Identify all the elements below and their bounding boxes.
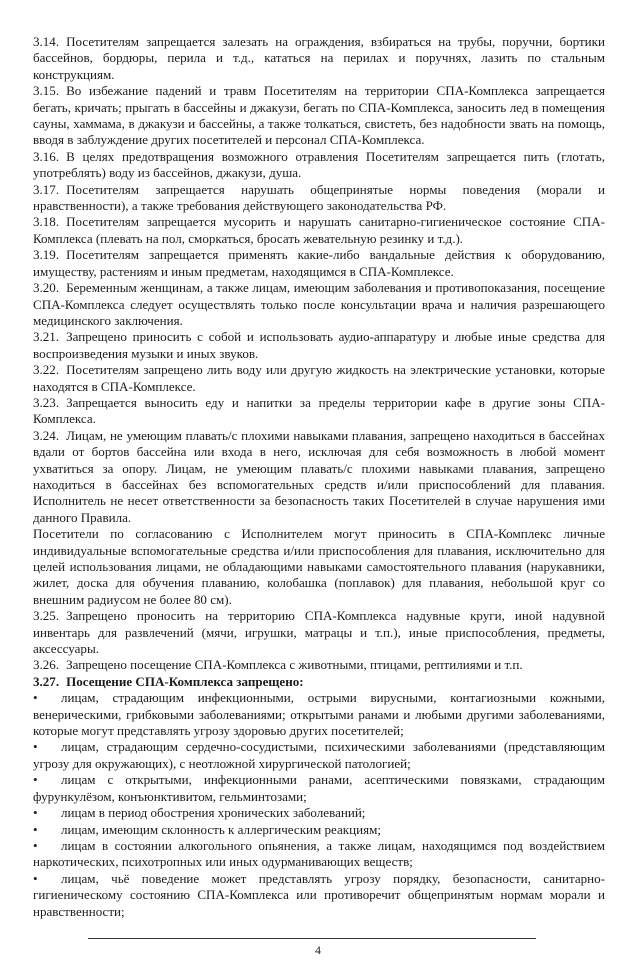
bullet-icon: • [33, 837, 38, 853]
rule-text: Лицам, не умеющим плавать/с плохими навыками плавания, запрещено находиться в бассейнах вдали от бортов бассейна или входа в него, исключая для себя возможность в любой момент ухватиться за опору. Лицам, не умеющим плавать/с плохими навыками плавания, запрещено находиться в бассейнах без вспомогательных средств и/или приспособлений для плавания. Исполнитель не несет ответственности за безопасность таких Посетителей в случае нарушения ими данного Правила. [33, 427, 605, 525]
rule-3-19 [33, 247, 605, 280]
list-item [33, 772, 605, 805]
footer-divider [88, 938, 536, 939]
rule-number: 3.15. [33, 83, 60, 99]
rule-3-24-continuation [33, 526, 605, 608]
rule-text: Посетителям запрещается залезать на ограждения, взбираться на трубы, поручни, бортики бассейнов, бордюры, перила и т.д., кататься на перилах и поручнях, лазить по стальным конструкциям. [33, 34, 605, 82]
list-item-text: лицам, страдающим инфекционными, острыми вирусными, контагиозными кожными, венерическими, грибковыми заболеваниями; открытыми ранами и любыми другими заболеваниями, которые могут представлять угрозу здоровью других посетителей; [33, 690, 605, 739]
bullet-icon: • [33, 821, 38, 837]
rule-text: Беременным женщинам, а также лицам, имеющим заболевания и противопоказания, посещение СПА-Комплекса следует осуществлять только после консультации врача и наличия разрешающего медицинского заключения. [33, 280, 605, 328]
rule-text: Запрещено приносить с собой и использовать аудио-аппаратуру и любые иные средства для воспроизведения музыки и иных звуков. [33, 329, 605, 361]
list-item-text: лицам в период обострения хронических заболеваний; [61, 805, 366, 821]
rule-text: Посетители по согласованию с Исполнителем могут приносить в СПА-Комплекс личные индивидуальные вспомогательные средства и/или приспособления для плавания, исключительно для целей использования лицами, не обладающими навыками самостоятельного плавания (нарукавники, жилет, доска для обучения плаванию, колобашка (поплавок) для плавания, небольшой круг со внешним радиусом не более 80 см). [33, 526, 605, 607]
page-number: 4 [315, 942, 321, 957]
rule-number: 3.26. [33, 657, 60, 673]
rule-3-17 [33, 182, 605, 215]
list-item [33, 690, 605, 739]
rule-number: 3.17. [33, 181, 60, 197]
rule-3-23 [33, 395, 605, 428]
rule-text: Посетителям запрещено лить воду или другую жидкость на электрические установки, которые находятся в СПА-Комплексе. [33, 362, 605, 394]
list-item [33, 822, 605, 838]
rule-text: Запрещено посещение СПА-Комплекса с животными, птицами, рептилиями и т.п. [66, 657, 523, 673]
list-item [33, 739, 605, 772]
rule-number: 3.16. [33, 148, 60, 164]
rule-text: Во избежание падений и травм Посетителям на территории СПА-Комплекса запрещается бегать, кричать; прыгать в бассейны и джакузи, бегать по СПА-Комплекса, заносить лед в помещения сауны, хаммама, в джакузи и бассейны, а также толкаться, свистеть, без надобности звать на помощь, вводя в заблуждение других посетителей и персонал СПА-Комплекса. [33, 83, 605, 148]
rule-number: 3.19. [33, 247, 60, 263]
rule-number: 3.23. [33, 394, 60, 410]
rule-3-25 [33, 608, 605, 657]
list-item-text: лицам, имеющим склонность к аллергическим реакциям; [61, 821, 381, 837]
rule-number: 3.21. [33, 329, 60, 345]
list-item-text: лицам, страдающим сердечно-сосудистыми, психическими заболеваниями (представляющим угрозу для окружающих), с неотложной хирургической патологией; [33, 739, 605, 771]
rule-3-20 [33, 280, 605, 329]
rule-text: Запрещено проносить на территорию СПА-Комплекса надувные круги, иной надувной инвентарь для развлечений (мячи, игрушки, матрацы и т.п.), иные приспособления, предметы, аксессуары. [33, 608, 605, 657]
rule-3-26 [33, 657, 605, 673]
rule-3-22 [33, 362, 605, 395]
rule-3-24 [33, 428, 605, 526]
bullet-icon: • [33, 739, 38, 755]
list-item-text: лицам с открытыми, инфекционными ранами, асептическими повязками, страдающим фурункулёзом, конъюнктивитом, гельминтозами; [33, 772, 605, 804]
document-page [33, 0, 605, 920]
rule-3-15 [33, 83, 605, 149]
section-heading: Посещение СПА-Комплекса запрещено: [66, 673, 304, 689]
rule-number: 3.18. [33, 214, 60, 230]
rule-3-16 [33, 149, 605, 182]
rule-3-18 [33, 214, 605, 247]
rule-text: В целях предотвращения возможного отравления Посетителям запрещается пить (глотать, употреблять) воду из бассейнов, джакузи, душа. [33, 148, 605, 181]
rule-number: 3.24. [33, 427, 60, 443]
bullet-icon: • [33, 870, 38, 886]
rule-3-14 [33, 34, 605, 83]
list-item [33, 805, 605, 821]
rule-3-21 [33, 329, 605, 362]
rule-number: 3.25. [33, 608, 60, 624]
list-item [33, 838, 605, 871]
list-item-text: лицам в состоянии алкогольного опьянения, а также лицам, находящимся под воздействием наркотических, психотропных или иных одурманивающих веществ; [33, 837, 605, 870]
rule-number: 3.20. [33, 280, 60, 296]
page-footer [0, 938, 636, 967]
rule-text: Посетителям запрещается нарушать общепринятые нормы поведения (морали и нравственности), а также требования действующего законодательства РФ. [33, 181, 605, 214]
rule-text: Посетителям запрещается применять какие-либо вандальные действия к оборудованию, имуществу, растениям и иным предметам, находящимся в СПА-Комплексе. [33, 247, 605, 279]
list-item-text: лицам, чьё поведение может представлять угрозу порядку, безопасности, санитарно-гигиеническому состоянию СПА-Комплекса или противоречит общепринятым нормам морали и нравственности; [33, 870, 605, 919]
rule-text: Посетителям запрещается мусорить и нарушать санитарно-гигиеническое состояние СПА-Комплекса (плевать на пол, сморкаться, бросать жевательную резинку и т.д.). [33, 214, 605, 246]
prohibited-visitors-list [33, 690, 605, 920]
list-item [33, 871, 605, 920]
rule-number: 3.22. [33, 362, 60, 378]
bullet-icon: • [33, 772, 38, 788]
rule-text: Запрещается выносить еду и напитки за пределы территории кафе в другие зоны СПА-Комплекса. [33, 394, 605, 427]
rule-number: 3.14. [33, 34, 60, 49]
bullet-icon: • [33, 690, 38, 706]
rule-number: 3.27. [33, 673, 60, 689]
rule-3-27-heading [33, 674, 605, 690]
bullet-icon: • [33, 805, 38, 821]
